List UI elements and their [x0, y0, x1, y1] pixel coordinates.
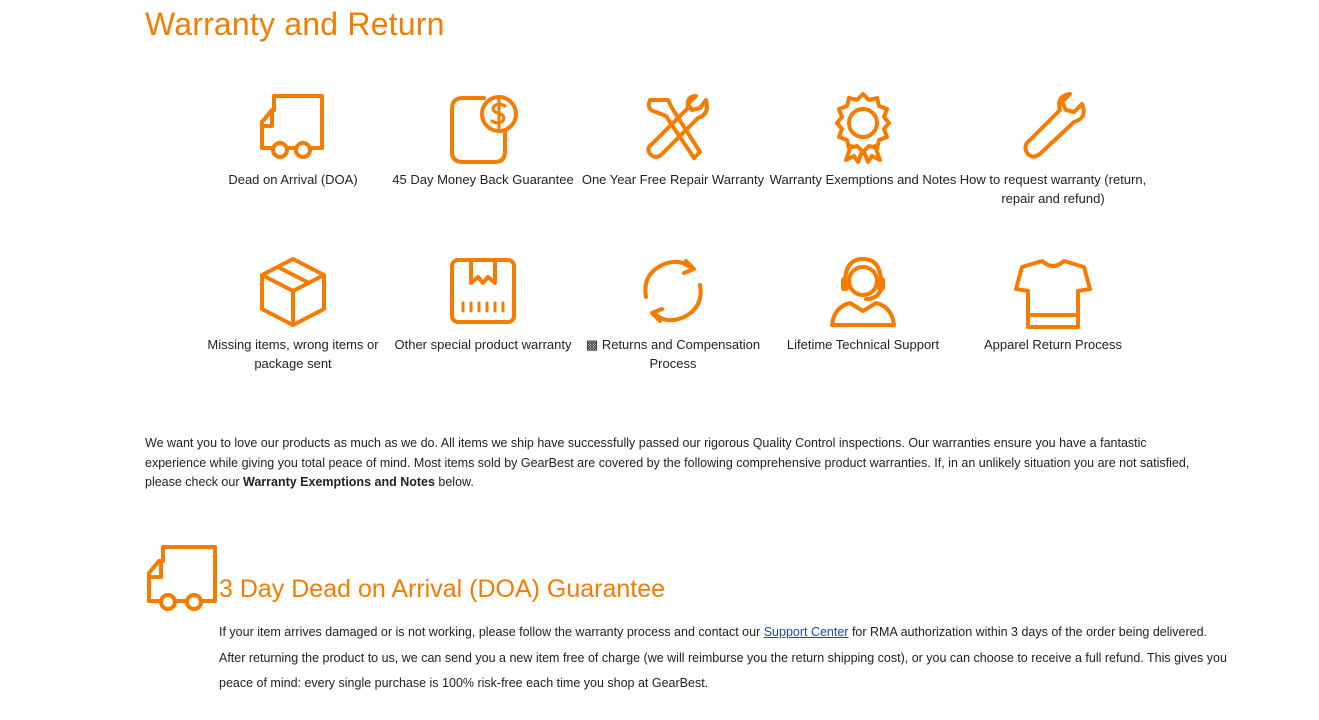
doa-section-title: 3 Day Dead on Arrival (DOA) Guarantee: [219, 575, 666, 603]
tile-label: 45 Day Money Back Guarantee: [392, 172, 574, 187]
intro-line: experience while giving you total peace of mind. Most items sold by GearBest are covered by the following comprehensive product warranties. If, in an unlikely situation you are not satisfied,: [145, 455, 1190, 470]
doa-section-body: [219, 620, 1319, 697]
page-title: Warranty and Return: [145, 6, 445, 42]
tile-money-back[interactable]: [385, 88, 581, 189]
tile-label: Warranty Exemptions and Notes: [769, 172, 957, 187]
refresh-icon: [628, 253, 718, 329]
truck-icon: [143, 543, 223, 613]
tile-dead-on-arrival[interactable]: [195, 88, 391, 189]
wrench-icon: [1008, 88, 1098, 164]
checkbox-glyph-icon: ▩: [585, 337, 599, 352]
support-center-link[interactable]: Support Center: [763, 625, 849, 639]
truck-icon: [248, 88, 338, 164]
tile-repair-warranty[interactable]: [575, 88, 771, 189]
tile-label: Missing items, wrong items or package sent: [207, 337, 379, 371]
tile-warranty-exemptions[interactable]: [765, 88, 961, 189]
wrench-screwdriver-icon: [628, 88, 718, 164]
intro-paragraph: [145, 434, 1245, 493]
tile-returns-compensation[interactable]: [575, 253, 771, 373]
award-badge-icon: [818, 88, 908, 164]
box-icon: [248, 253, 338, 329]
tile-label: Other special product warranty: [394, 337, 572, 352]
doa-line: peace of mind: every single purchase is 100% risk-free each time you shop at GearBest.: [219, 676, 709, 690]
tile-special-warranty[interactable]: [385, 253, 581, 354]
tile-label: ▩ Returns and Compensation Process: [585, 337, 761, 371]
package-label-icon: [438, 253, 528, 329]
tile-label: Dead on Arrival (DOA): [228, 172, 358, 187]
dollar-icon: [438, 88, 528, 164]
tile-label: Apparel Return Process: [983, 337, 1122, 352]
tile-request-warranty[interactable]: [955, 88, 1151, 208]
intro-line: please check our Warranty Exemptions and Notes below.: [145, 475, 474, 489]
tile-apparel-return[interactable]: [955, 253, 1151, 354]
intro-line: We want you to love our products as much as we do. All items we ship have successfully passed our rigorous Quality Control inspections. Our warranties ensure you have a fantastic: [145, 436, 1147, 450]
headset-support-icon: [818, 253, 908, 329]
tile-missing-items[interactable]: [195, 253, 391, 373]
tile-label: One Year Free Repair Warranty: [581, 172, 765, 187]
tile-technical-support[interactable]: [765, 253, 961, 354]
tile-label: Lifetime Technical Support: [786, 337, 940, 352]
warranty-exemptions-bold: Warranty Exemptions and Notes: [242, 475, 435, 489]
doa-line: After returning the product to us, we can send you a new item free of charge (we will reimburse you the return shipping cost), or you can choose to receive a full refund. This gives you: [219, 650, 1227, 665]
doa-line: If your item arrives damaged or is not working, please follow the warranty process and contact our Support Center for RMA authorization within 3 days of the order being delivered.: [219, 625, 1208, 639]
tile-label: How to request warranty (return, repair and refund): [959, 172, 1147, 206]
tshirt-icon: [1008, 253, 1098, 329]
